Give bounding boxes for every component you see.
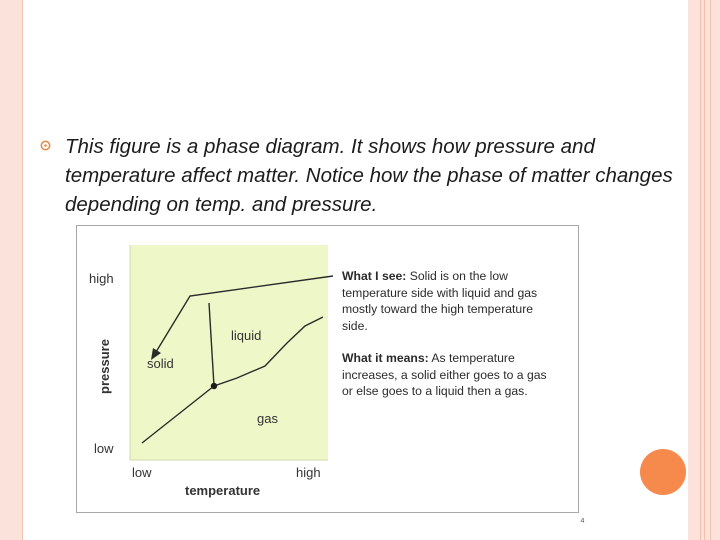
x-axis-title: temperature (185, 483, 261, 498)
annotation-what-i-see (342, 268, 552, 334)
solid-region-label: solid (147, 356, 174, 371)
y-low-label: low (94, 441, 114, 456)
annotation-heading: What I see: (342, 269, 407, 283)
y-high-label: high (89, 271, 114, 286)
annotation-what-it-means (342, 350, 552, 400)
right-border-line (704, 0, 705, 540)
slide-footer-mark: ⁴ (580, 516, 585, 528)
right-border-line (700, 0, 701, 540)
liquid-region-label: liquid (231, 328, 262, 343)
left-border-line (22, 0, 23, 540)
left-decorative-border (0, 0, 22, 540)
annotation-body: As temperature increases, a solid either goes to a gas or else goes to a liquid then a gas. (342, 351, 547, 398)
y-axis-title: pressure (97, 339, 112, 394)
bullet-text: This figure is a phase diagram. It shows how pressure and temperature affect matter. Notice how the phase of matter changes depending on temp. and pressure. (65, 135, 673, 216)
bullet-icon (40, 140, 51, 151)
phase-diagram-figure (76, 225, 579, 513)
gas-region-label: gas (257, 411, 278, 426)
right-border-line (710, 0, 711, 540)
triple-point (211, 383, 217, 389)
annotation-heading: What it means: (342, 351, 429, 365)
decorative-orange-circle (640, 449, 686, 495)
x-high-label: high (296, 465, 321, 480)
annotation-body: Solid is on the low temperature side with liquid and gas mostly toward the high temperature side. (342, 269, 538, 333)
x-low-label: low (132, 465, 152, 480)
